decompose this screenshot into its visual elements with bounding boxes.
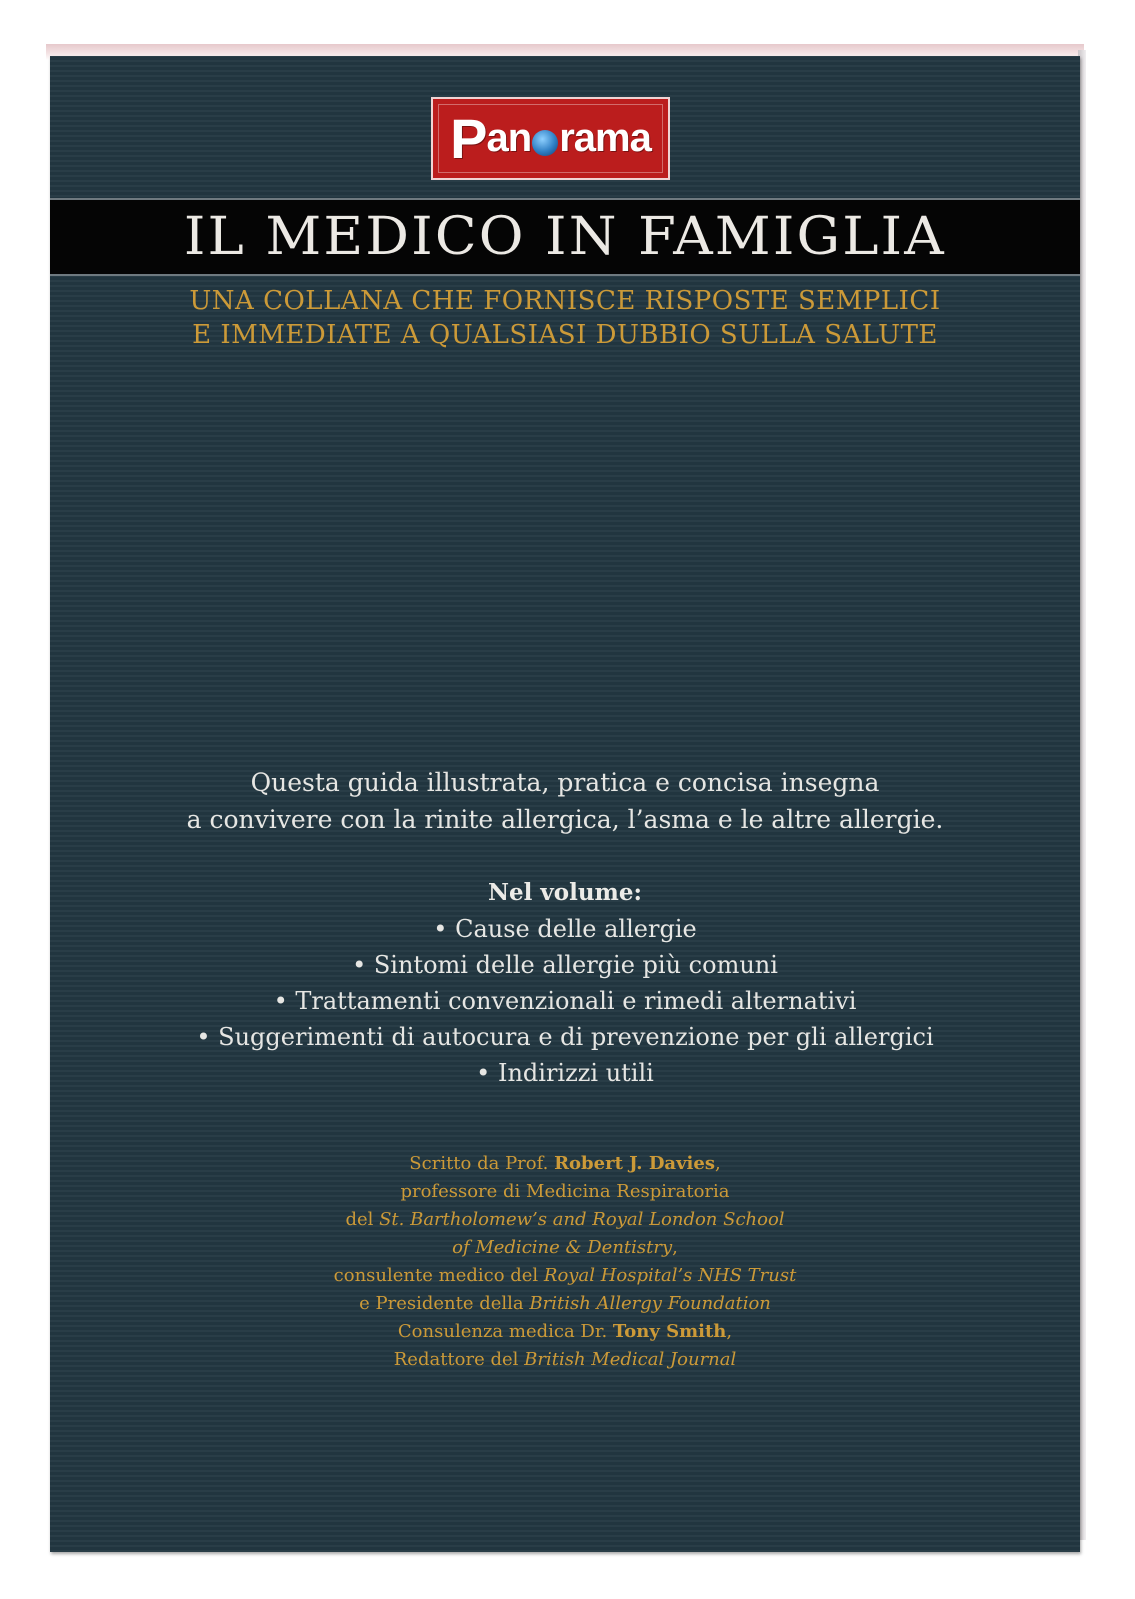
list-item: • Indirizzi utili	[50, 1055, 1080, 1091]
list-item: • Trattamenti convenzionali e rimedi alternativi	[50, 983, 1080, 1019]
credit-line-school	[50, 1206, 1080, 1234]
intro-line-2: a convivere con la rinite allergica, l’asma e le altre allergie.	[186, 805, 944, 834]
credit-line-author	[50, 1150, 1080, 1178]
credit-text: Consulenza medica Dr.	[397, 1321, 613, 1342]
credit-text: Scritto da Prof.	[409, 1153, 555, 1174]
volume-heading: Nel volume:	[487, 879, 643, 906]
back-cover	[50, 56, 1080, 1552]
credit-text: consulente medico del	[333, 1265, 544, 1286]
series-subtitle	[50, 284, 1080, 352]
credit-line-consultant	[50, 1318, 1080, 1346]
consultant-name: Tony Smith	[612, 1321, 727, 1342]
list-item: • Sintomi delle allergie più comuni	[50, 947, 1080, 983]
credit-text: e Presidente della	[359, 1293, 530, 1314]
credit-line-trust	[50, 1262, 1080, 1290]
author-credits	[50, 1150, 1080, 1374]
subtitle-line-2: E IMMEDIATE A QUALSIASI DUBBIO SULLA SALUTE	[192, 320, 938, 350]
list-item: • Suggerimenti di autocura e di prevenzione per gli allergici	[50, 1019, 1080, 1055]
credit-text: del	[345, 1209, 380, 1230]
author-name: Robert J. Davies	[554, 1153, 715, 1174]
intro-line-1: Questa guida illustrata, pratica e concisa insegna	[250, 768, 880, 797]
school-name-a: St. Bartholomew’s and Royal London School	[379, 1209, 785, 1230]
credit-line-journal	[50, 1346, 1080, 1374]
series-title-band	[50, 198, 1080, 276]
volume-contents-list	[50, 911, 1080, 1091]
logo-wordmark	[450, 106, 651, 170]
list-item: • Cause delle allergie	[50, 911, 1080, 947]
globe-icon	[532, 130, 558, 156]
credit-punct: ,	[714, 1153, 721, 1174]
intro-paragraph	[50, 764, 1080, 838]
series-title: IL MEDICO IN FAMIGLIA	[184, 207, 946, 267]
credit-line-school-b	[50, 1234, 1080, 1262]
logo-text-rama: rama	[559, 116, 651, 160]
logo-letter-p: P	[450, 106, 487, 170]
logo-text-an: an	[486, 116, 532, 160]
credit-punct: ,	[726, 1321, 733, 1342]
foundation-name: British Allergy Foundation	[529, 1293, 771, 1314]
credit-line-role: professore di Medicina Respiratoria	[400, 1181, 730, 1202]
panorama-logo	[431, 97, 670, 180]
trust-name: Royal Hospital’s NHS Trust	[543, 1265, 797, 1286]
credit-line-foundation	[50, 1290, 1080, 1318]
subtitle-line-1: UNA COLLANA CHE FORNISCE RISPOSTE SEMPLICI	[189, 286, 941, 316]
journal-name: British Medical Journal	[524, 1349, 737, 1370]
school-name-b: of Medicine & Dentistry	[452, 1237, 673, 1258]
credit-punct: ,	[672, 1237, 678, 1258]
credit-text: Redattore del	[393, 1349, 525, 1370]
